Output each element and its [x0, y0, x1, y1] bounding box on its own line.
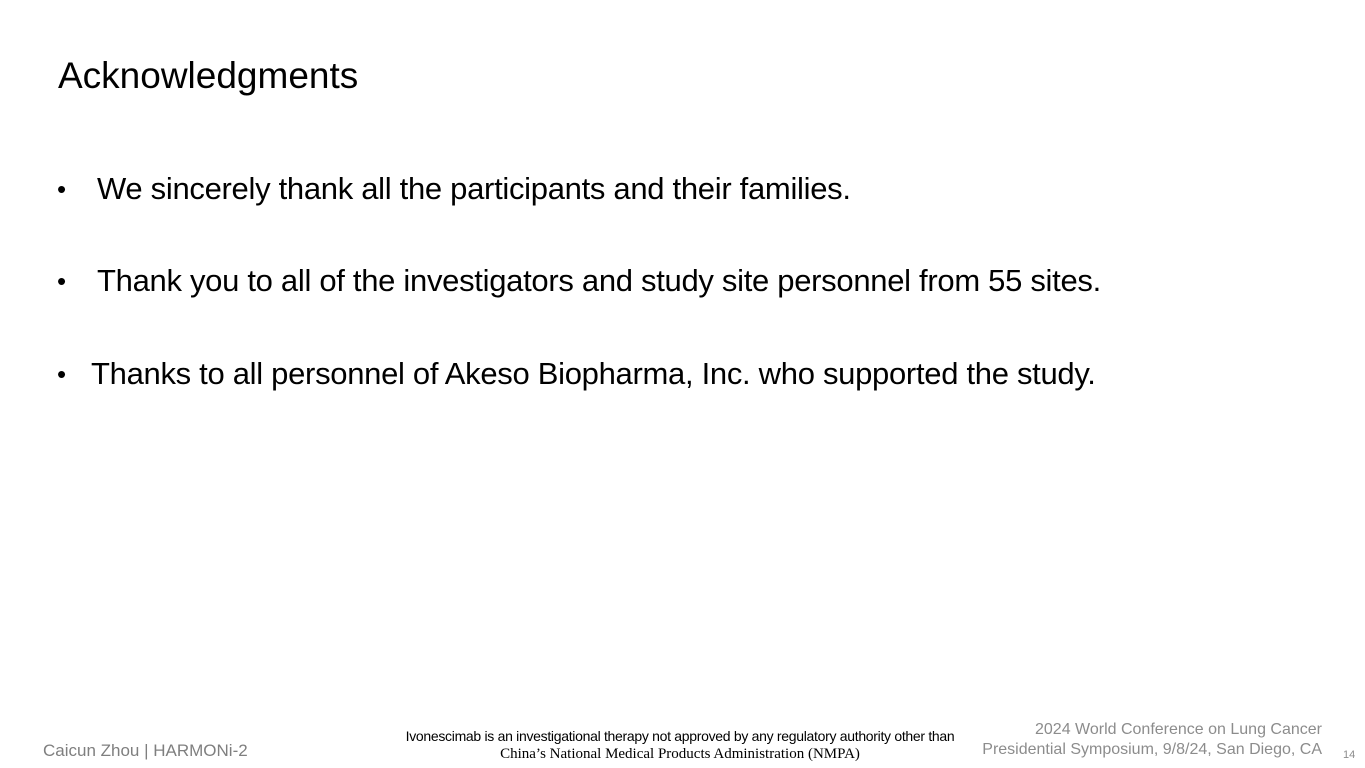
page-number: 14 [1343, 749, 1356, 761]
presenter-footer: Caicun Zhou | HARMONi-2 [43, 741, 248, 760]
bullet-text: Thanks to all personnel of Akeso Biopharma, Inc. who supported the study. [91, 356, 1096, 391]
disclaimer-line-1: Ivonescimab is an investigational therapy not approved by any regulatory authority other than [405, 728, 955, 744]
disclaimer-line-2: China’s National Medical Products Administration (NMPA) [500, 746, 860, 762]
slide-title: Acknowledgments [58, 55, 359, 96]
bullet-marker: • [57, 266, 66, 296]
bullet-marker: • [57, 359, 66, 389]
conference-name: 2024 World Conference on Lung Cancer [1035, 721, 1322, 738]
conference-footer [982, 720, 1322, 760]
bullet-marker: • [57, 174, 66, 204]
regulatory-disclaimer [390, 727, 970, 763]
conference-session: Presidential Symposium, 9/8/24, San Diego, CA [982, 741, 1322, 758]
bullet-text: We sincerely thank all the participants and their families. [97, 171, 851, 206]
bullet-text: Thank you to all of the investigators and study site personnel from 55 sites. [97, 263, 1101, 298]
